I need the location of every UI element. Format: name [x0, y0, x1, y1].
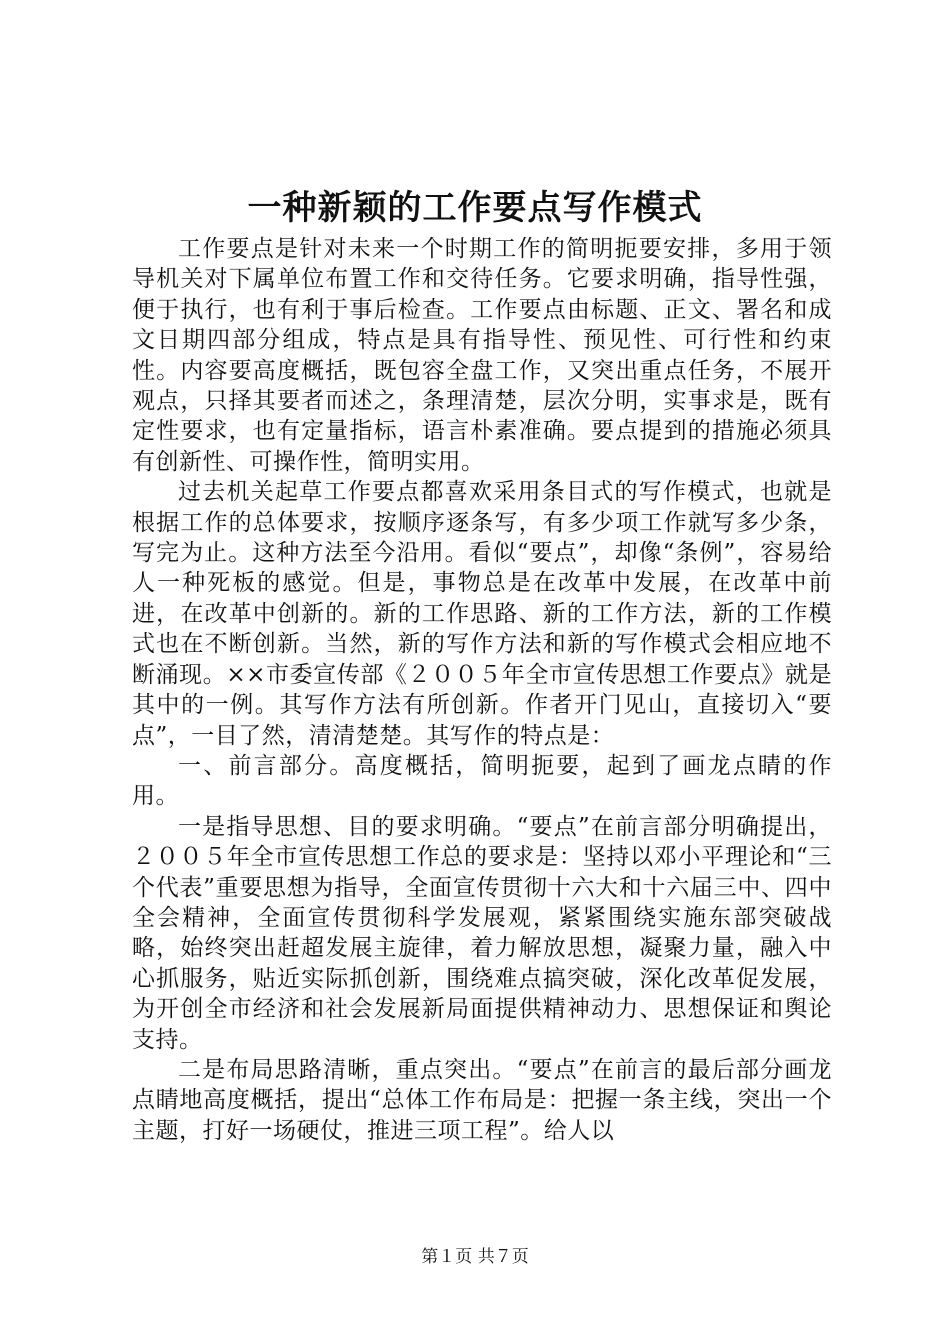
- document-body: [132, 234, 832, 1146]
- document-title: 一种新颖的工作要点写作模式: [247, 188, 703, 228]
- page-footer: 第１页 共７页: [421, 1247, 529, 1267]
- paragraph-point-one: 一是指导思想、目的要求明确。“要点”在前言部分明确提出，２００５年全市宣传思想工作总的要求是：坚持以邓小平理论和“三个代表”重要思想为指导，全面宣传贯彻十六大和十六届三中、四中全会精神，全面宣传贯彻科学发展观，紧紧围绕实施东部突破战略，始终突出赶超发展主旋律，着力解放思想，凝聚力量，融入中心抓服务，贴近实际抓创新，围绕难点搞突破，深化改革促发展，为开创全市经济和社会发展新局面提供精神动力、思想保证和舆论支持。: [132, 813, 832, 1053]
- paragraph-intro: 工作要点是针对未来一个时期工作的简明扼要安排，多用于领导机关对下属单位布置工作和交待任务。它要求明确，指导性强，便于执行，也有利于事后检查。工作要点由标题、正文、署名和成文日期四部分组成，特点是具有指导性、预见性、可行性和约束性。内容要高度概括，既包容全盘工作，又突出重点任务，不展开观点，只择其要者而述之，条理清楚，层次分明，实事求是，既有定性要求，也有定量指标，语言朴素准确。要点提到的措施必须具有创新性、可操作性，简明实用。: [132, 236, 832, 475]
- paragraph-background: 过去机关起草工作要点都喜欢采用条目式的写作模式，也就是根据工作的总体要求，按顺序逐条写，有多少项工作就写多少条，写完为止。这种方法至今沿用。看似“要点”，却像“条例”，容易给人一种死板的感觉。但是，事物总是在改革中发展，在改革中前进，在改革中创新的。新的工作思路、新的工作方法，新的工作模式也在不断创新。当然，新的写作方法和新的写作模式会相应地不断涌现。××市委宣传部《２００５年全市宣传思想工作要点》就是其中的一例。其写作方法有所创新。作者开门见山，直接切入“要点”，一目了然，清清楚楚。其写作的特点是：: [132, 479, 832, 749]
- paragraph-section-one: 一、前言部分。高度概括，简明扼要，起到了画龙点睛的作用。: [132, 752, 832, 810]
- paragraph-point-two: 二是布局思路清晰，重点突出。“要点”在前言的最后部分画龙点睛地高度概括，提出“总体工作布局是：把握一条主线，突出一个主题，打好一场硬仗，推进三项工程”。给人以: [132, 1056, 832, 1144]
